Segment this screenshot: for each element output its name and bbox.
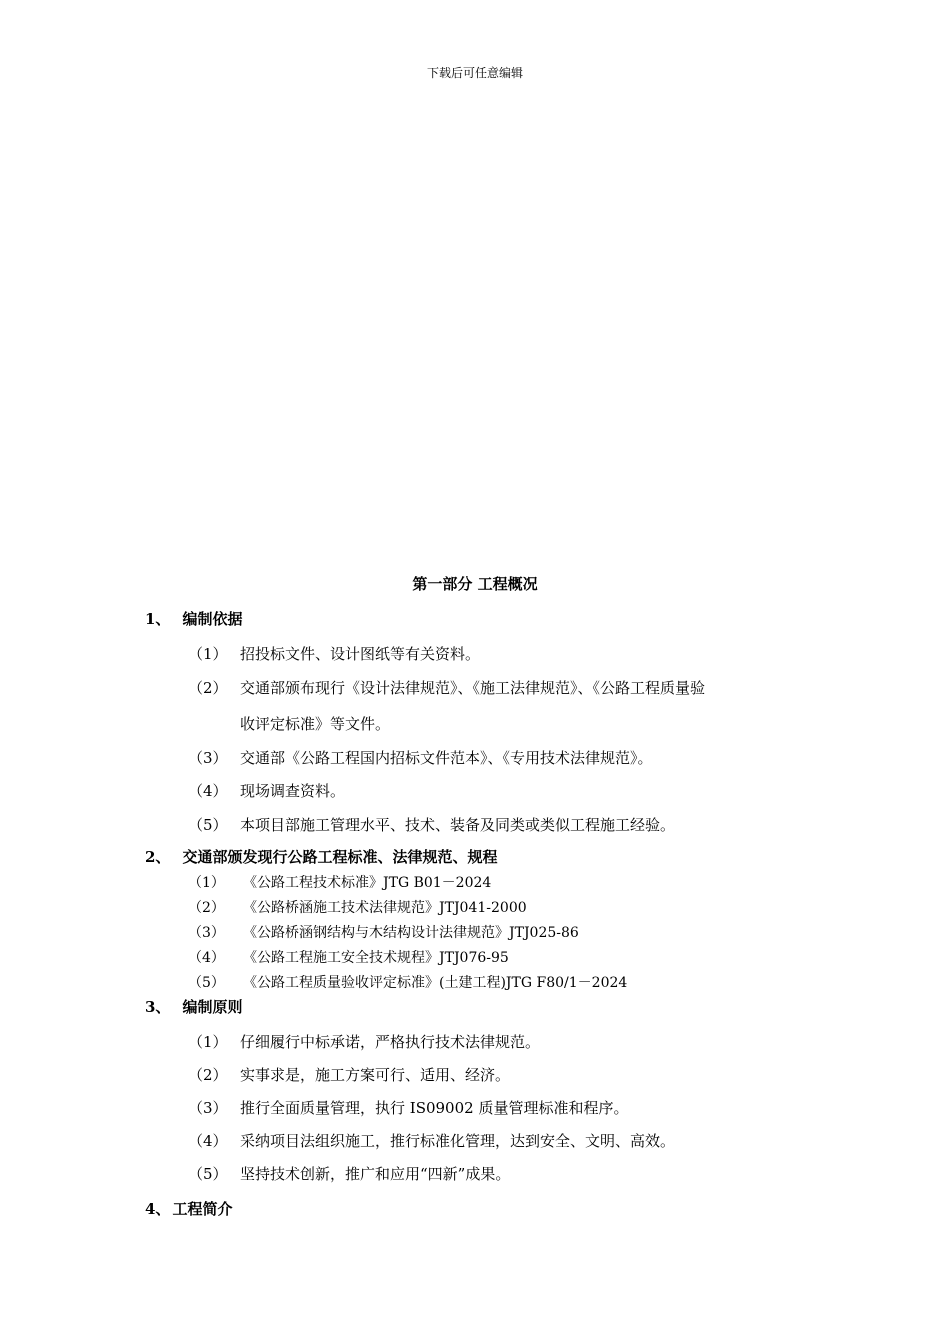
list-item — [188, 972, 627, 992]
list-item — [188, 1130, 675, 1151]
list-item — [188, 1064, 510, 1085]
item-number: （5） — [188, 1165, 228, 1183]
item-text: 招投标文件、设计图纸等有关资料。 — [240, 645, 481, 663]
list-item — [188, 1097, 628, 1118]
item-number: （3） — [188, 749, 228, 767]
section-heading-2 — [145, 846, 497, 867]
item-number: （2） — [188, 1066, 228, 1084]
list-item — [188, 922, 579, 942]
item-text: 推行全面质量管理，执行 IS09002 质量管理标准和程序。 — [240, 1099, 629, 1117]
page-title: 第一部分 工程概况 — [412, 575, 538, 593]
list-item — [188, 643, 480, 664]
item-text: 《公路工程施工安全技术规程》JTJ076-95 — [243, 950, 509, 966]
item-number: （2） — [188, 679, 228, 697]
item-text: 仔细履行中标承诺，严格执行技术法律规范。 — [240, 1033, 541, 1051]
item-text: 交通部《公路工程国内招标文件范本》、《专用技术法律规范》。 — [240, 749, 653, 767]
list-item — [188, 1031, 540, 1052]
section-number: 2、 — [145, 848, 171, 866]
item-number: （5） — [188, 975, 225, 991]
item-text: 《公路桥涵施工技术法律规范》JTJ041-2000 — [243, 900, 527, 916]
item-number: （4） — [188, 950, 225, 966]
item-number: （5） — [188, 816, 228, 834]
item-text: 实事求是，施工方案可行、适用、经济。 — [240, 1066, 511, 1084]
item-number: （1） — [188, 645, 228, 663]
item-text: 坚持技术创新，推广和应用“四新”成果。 — [240, 1165, 511, 1183]
item-text: 现场调查资料。 — [240, 782, 346, 800]
list-item — [188, 897, 527, 917]
item-text: 本项目部施工管理水平、技术、装备及同类或类似工程施工经验。 — [240, 816, 676, 834]
item-number: （3） — [188, 1099, 228, 1117]
section-title: 编制依据 — [182, 610, 243, 628]
item-number: （4） — [188, 1132, 228, 1150]
section-number: 4、 — [145, 1200, 171, 1218]
item-number: （1） — [188, 875, 225, 891]
list-item — [188, 814, 675, 835]
section-number: 1、 — [145, 610, 171, 628]
item-text: 《公路工程质量验收评定标准》(土建工程)JTG F80/1－2024 — [243, 975, 628, 991]
section-heading-3 — [145, 996, 242, 1017]
section-number: 3、 — [145, 998, 171, 1016]
item-text: 《公路工程技术标准》JTG B01－2024 — [243, 875, 492, 891]
list-item — [188, 1163, 510, 1184]
list-item — [188, 677, 705, 698]
item-text-continuation: 收评定标准》等文件。 — [240, 715, 391, 733]
item-text: 采纳项目法组织施工，推行标准化管理，达到安全、文明、高效。 — [240, 1132, 676, 1150]
page-header: 下载后可任意编辑 — [426, 66, 523, 80]
section-heading-1 — [145, 608, 242, 629]
section-title: 工程简介 — [172, 1200, 233, 1218]
list-item — [188, 780, 345, 801]
list-item — [188, 872, 491, 892]
list-item — [188, 747, 653, 768]
section-title: 交通部颁发现行公路工程标准、法律规范、规程 — [182, 848, 498, 866]
item-number: （4） — [188, 782, 228, 800]
item-number: （3） — [188, 925, 225, 941]
item-text: 交通部颁布现行《设计法律规范》、《施工法律规范》、《公路工程质量验 — [240, 679, 706, 697]
list-item — [188, 947, 509, 967]
section-heading-4 — [145, 1198, 232, 1219]
section-title: 编制原则 — [182, 998, 243, 1016]
item-number: （1） — [188, 1033, 228, 1051]
item-text: 《公路桥涵钢结构与木结构设计法律规范》JTJ025-86 — [243, 925, 579, 941]
item-number: （2） — [188, 900, 225, 916]
